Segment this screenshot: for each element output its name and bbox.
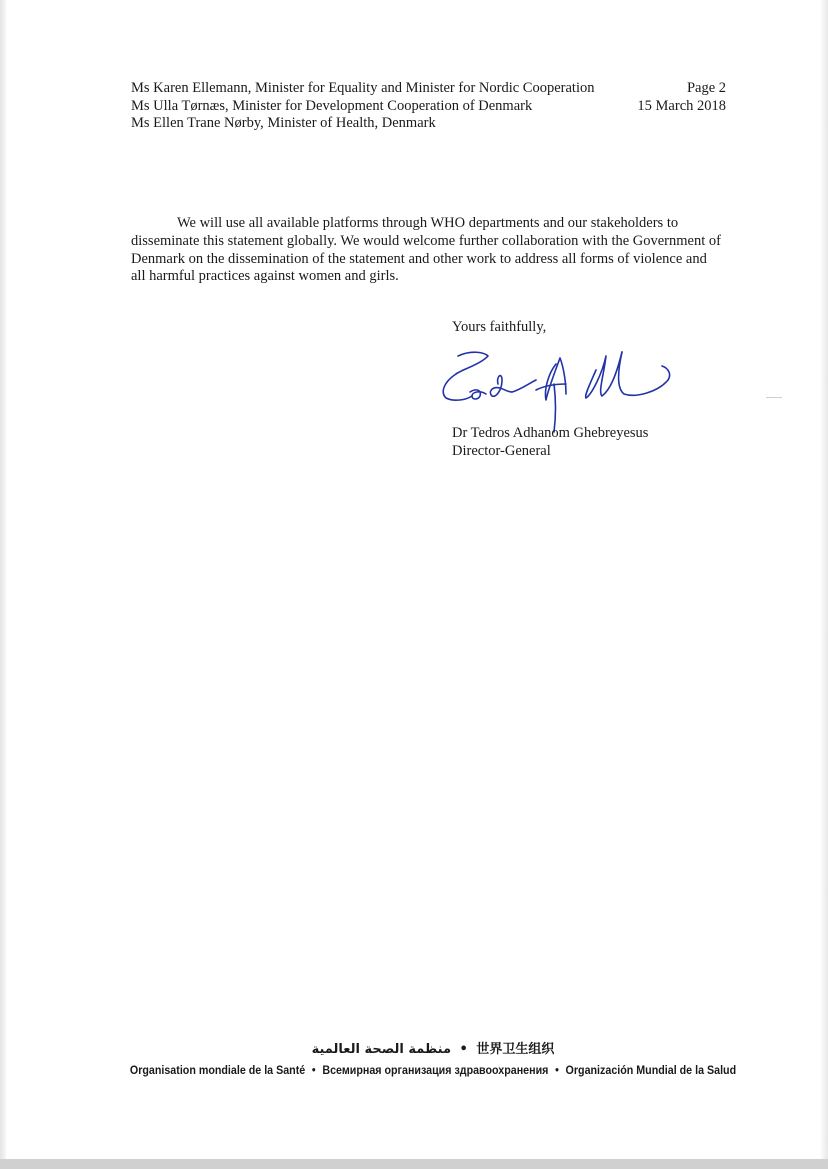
footer-spanish-name: Organización Mundial de la Salud: [565, 1065, 737, 1077]
scan-left-edge: [0, 0, 6, 1160]
signatory-title: Director-General: [452, 442, 551, 459]
footer-chinese-name: 世界卫生组织: [476, 1042, 555, 1057]
addressee-block: [131, 80, 595, 133]
footer-separator: •: [459, 1042, 468, 1057]
signatory-name: Dr Tedros Adhanom Ghebreyesus: [452, 425, 649, 441]
closing-salutation: Yours faithfully,: [452, 319, 547, 335]
letter-date: 15 March 2018: [637, 97, 726, 114]
scan-bottom-edge: [0, 1159, 828, 1169]
footer-organisation-names-1: [0, 1038, 828, 1057]
footer-separator: •: [311, 1065, 316, 1077]
addressee-line: Ms Ellen Trane Nørby, Minister of Health, Denmark: [131, 115, 436, 131]
page-number: Page 2: [686, 80, 726, 96]
footer-french-name: Organisation mondiale de la Santé: [129, 1065, 306, 1077]
signature-image: [436, 344, 676, 434]
footer-russian-name: Всемирная организация здравоохранения: [322, 1065, 549, 1077]
body-paragraph: We will use all available platforms through WHO departments and our stakeholders to disseminate this statement globally. We would welcome further collaboration with the Government of Denmark on the dissemination of the statement and other work to address all forms of violence and all harmful practices against women and girls.: [131, 215, 721, 285]
footer-arabic-name: منظمة الصحة العالمية: [311, 1042, 452, 1057]
footer-separator: •: [555, 1065, 559, 1077]
page-meta: [637, 80, 726, 115]
footer-organisation-names-2: [30, 1065, 828, 1077]
scan-mark: [766, 397, 782, 398]
scan-right-edge: [821, 0, 828, 1160]
addressee-line: Ms Karen Ellemann, Minister for Equality and Minister for Nordic Cooperation: [131, 80, 595, 96]
addressee-line: Ms Ulla Tørnæs, Minister for Development Cooperation of Denmark: [131, 97, 533, 114]
signatory-block: [452, 425, 648, 460]
